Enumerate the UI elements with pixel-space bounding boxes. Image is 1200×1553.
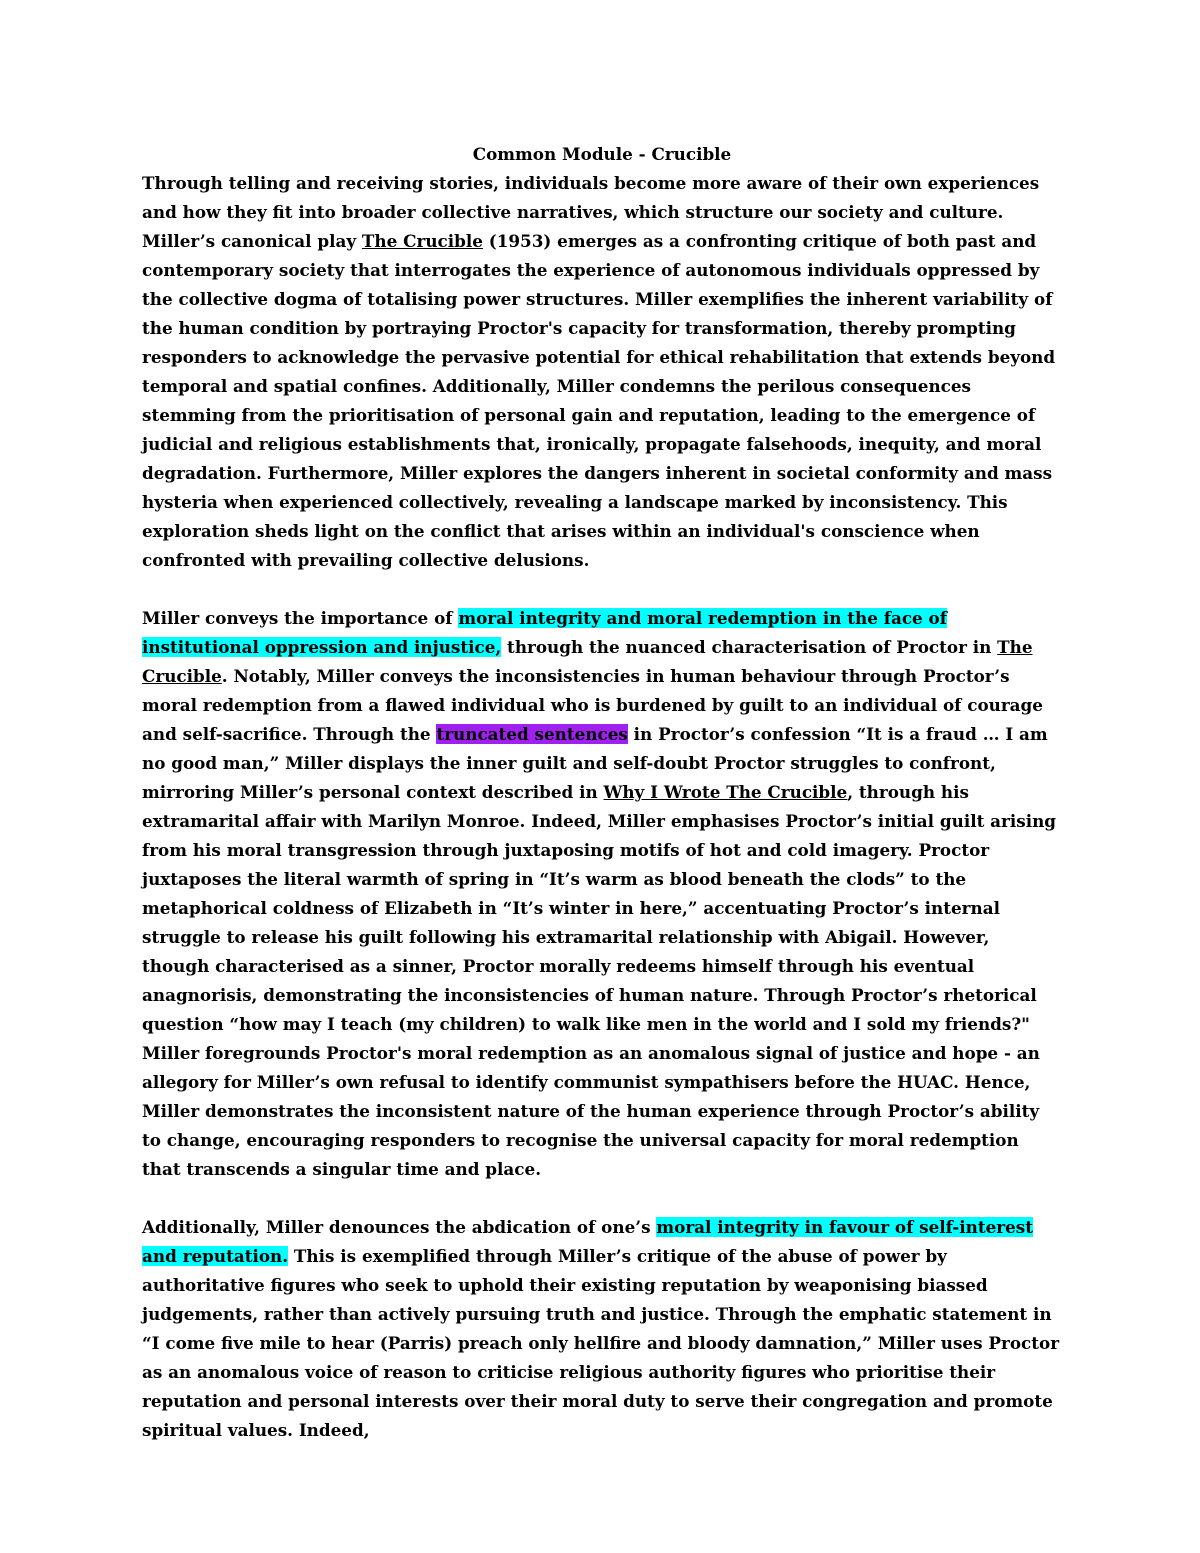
p2-text-a: Miller conveys the importance of <box>142 608 459 628</box>
p2-text-c: . Notably, Miller conveys the inconsistencies in human behaviour through Proctor’s moral redemption from a flawed individual who is burdened by guilt to an individual of courage and self-sacrifice. Through the <box>142 666 1043 744</box>
intro-paragraph <box>142 169 1062 575</box>
p2-highlight-2: truncated sentences <box>436 724 628 744</box>
p2-text-e: , through his extramarital affair with Marilyn Monroe. Indeed, Miller emphasises Proctor’s initial guilt arising from his moral transgression through juxtaposing motifs of hot and cold imagery. Proctor juxtaposes the literal warmth of spring in “It’s warm as blood beneath the clods” to the metaphorical coldness of Elizabeth in “It’s winter in here,” accentuating Proctor’s internal struggle to release his guilt following his extramarital relationship with Abigail. However, though characterised as a sinner, Proctor morally redeems himself through his eventual anagnorisis, demonstrating the inconsistencies of human nature. Through Proctor’s rhetorical question “how may I teach (my children) to walk like men in the world and I sold my friends?" Miller foregrounds Proctor's moral redemption as an anomalous signal of justice and hope - an allegory for Miller’s own refusal to identify communist sympathisers before the HUAC. Hence, Miller demonstrates the inconsistent nature of the human experience through Proctor’s ability to change, encouraging responders to recognise the universal capacity for moral redemption that transcends a singular time and place. <box>142 782 1057 1179</box>
p3-highlight-1: moral integrity in favour of self-interest and reputation. <box>142 1217 1033 1266</box>
body-paragraph-2 <box>142 1213 1062 1445</box>
p2-text-b: through the nuanced characterisation of Proctor in <box>501 637 998 657</box>
p2-highlight-1: moral integrity and moral redemption in the face of institutional oppression and injustice, <box>142 608 947 657</box>
intro-title-ref: The Crucible <box>361 231 483 251</box>
document-title: Common Module - Crucible <box>472 144 732 164</box>
intro-text-a: Through telling and receiving stories, individuals become more aware of their own experiences and how they fit into broader collective narratives, which structure our society and culture. Miller’s canonical play <box>142 173 1040 251</box>
p2-title-ref: The Crucible <box>142 637 1033 686</box>
document-page <box>142 140 1062 1474</box>
body-paragraph-1 <box>142 604 1062 1184</box>
p2-text-d: in Proctor’s confession “It is a fraud … I am no good man,” Miller displays the inner guilt and self-doubt Proctor struggles to confront, mirroring Miller’s personal context described in <box>142 724 1048 802</box>
p3-text-a: Additionally, Miller denounces the abdication of one’s <box>142 1217 657 1237</box>
p2-essay-ref: Why I Wrote The Crucible <box>603 782 848 802</box>
p3-text-b: This is exemplified through Miller’s critique of the abuse of power by authoritative figures who seek to uphold their existing reputation by weaponising biassed judgements, rather than actively pursuing truth and justice. Through the emphatic statement in “I come five mile to hear (Parris) preach only hellfire and bloody damnation,” Miller uses Proctor as an anomalous voice of reason to criticise religious authority figures who prioritise their reputation and personal interests over their moral duty to serve their congregation and promote spiritual values. Indeed, <box>142 1246 1060 1440</box>
intro-text-b: (1953) emerges as a confronting critique of both past and contemporary society that interrogates the experience of autonomous individuals oppressed by the collective dogma of totalising power structures. Miller exemplifies the inherent variability of the human condition by portraying Proctor's capacity for transformation, thereby prompting responders to acknowledge the pervasive potential for ethical rehabilitation that extends beyond temporal and spatial confines. Additionally, Miller condemns the perilous consequences stemming from the prioritisation of personal gain and reputation, leading to the emergence of judicial and religious establishments that, ironically, propagate falsehoods, inequity, and moral degradation. Furthermore, Miller explores the dangers inherent in societal conformity and mass hysteria when experienced collectively, revealing a landscape marked by inconsistency. This exploration sheds light on the conflict that arises within an individual's conscience when confronted with prevailing collective delusions. <box>142 231 1056 570</box>
